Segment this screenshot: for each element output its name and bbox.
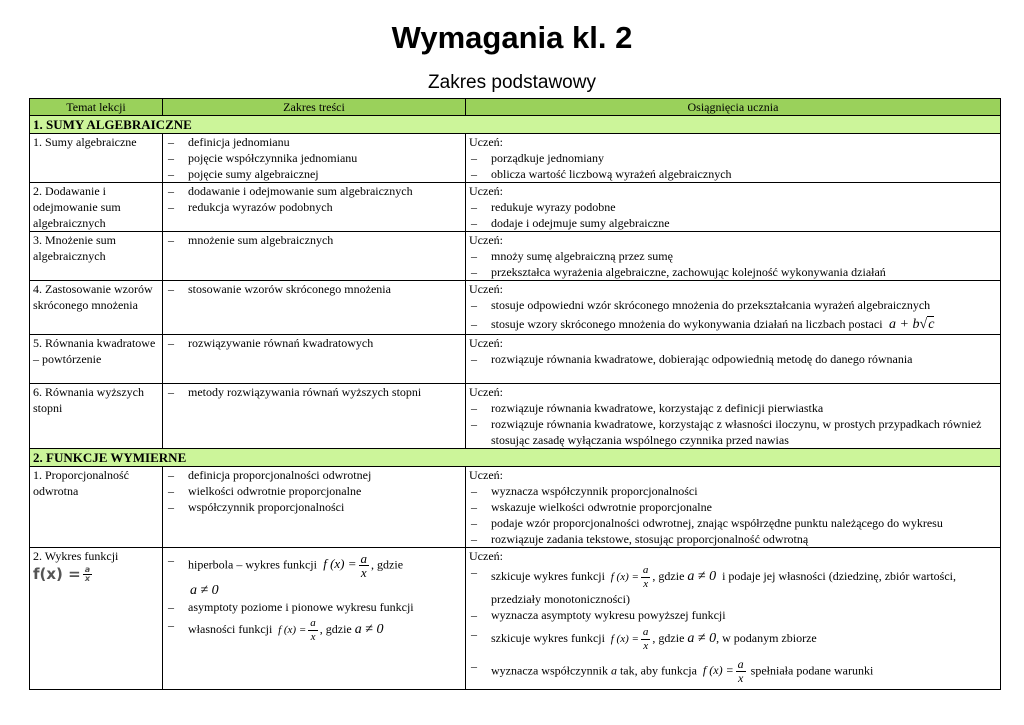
outcomes-cell — [466, 384, 1001, 449]
content-item: – pojęcie sumy algebraicznej — [166, 166, 462, 182]
content-cell — [163, 134, 466, 183]
outcome-item: – oblicza wartość liczbową wyrażeń algebraicznych — [469, 166, 997, 182]
outcomes-cell — [466, 467, 1001, 548]
content-item: – pojęcie współczynnika jednomianu — [166, 150, 462, 166]
formula-f-x: f (x) = $\frac{a}{x}$ — [702, 657, 744, 685]
section-header-row — [30, 449, 1001, 467]
table-row — [30, 467, 1001, 548]
section-title: 1. SUMY ALGEBRAICZNE — [30, 116, 1001, 134]
content-item: – dodawanie i odejmowanie sum algebraicznych — [166, 183, 462, 199]
uczen-label: Uczeń: — [469, 135, 503, 149]
content-cell — [163, 183, 466, 232]
outcome-item: – porządkuje jednomiany — [469, 150, 997, 166]
topic-cell: 3. Mnożenie sum algebraicznych — [30, 232, 163, 281]
table-row — [30, 134, 1001, 183]
outcome-item: – wyznacza asymptoty wykresu powyższej funkcji — [469, 607, 997, 623]
outcomes-cell — [466, 232, 1001, 281]
outcome-item — [469, 316, 997, 333]
outcome-item: – mnoży sumę algebraiczną przez sumę — [469, 248, 997, 264]
content-item: – mnożenie sum algebraicznych — [166, 232, 462, 248]
outcome-item: – dodaje i odejmuje sumy algebraiczne — [469, 215, 997, 231]
topic-cell: 5. Równania kwadratowe – powtórzenie — [30, 335, 163, 384]
table-row — [30, 232, 1001, 281]
content-item: – asymptoty poziome i pionowe wykresu funkcji — [166, 599, 462, 615]
outcomes-cell — [466, 335, 1001, 384]
content-item: – definicja proporcjonalności odwrotnej — [166, 467, 462, 483]
page-subtitle: Zakres podstawowy — [428, 72, 596, 93]
topic-cell: 6. Równania wyższych stopni — [30, 384, 163, 449]
outcome-item: – wyznacza współczynnik a tak, aby funkcja f (x) = $\frac{a}{x}$ spełniała podane warunki — [469, 658, 997, 685]
outcome-text: stosuje wzory skróconego mnożenia do wykonywania działań na liczbach postaci — [491, 317, 883, 331]
outcome-item: – przekształca wyrażenia algebraiczne, zachowując kolejność wykonywania działań — [469, 264, 997, 280]
content-item: – metody rozwiązywania równań wyższych stopni — [166, 384, 462, 400]
table-row — [30, 183, 1001, 232]
header-content: Zakres treści — [163, 99, 466, 116]
content-cell — [163, 232, 466, 281]
requirements-table — [29, 98, 1001, 690]
outcomes-cell — [466, 134, 1001, 183]
content-cell — [163, 281, 466, 335]
uczen-label: Uczeń: — [469, 282, 503, 296]
table-header-row — [30, 99, 1001, 116]
content-item: – definicja jednomianu — [166, 134, 462, 150]
formula-f-x: f (x) = $\frac{a}{x}$ — [610, 626, 649, 652]
table-row — [30, 281, 1001, 335]
content-item: – redukcja wyrazów podobnych — [166, 199, 462, 215]
topic-cell: 1. Proporcjonalność odwrotna — [30, 467, 163, 548]
content-item: – rozwiązywanie równań kwadratowych — [166, 335, 462, 351]
formula-f-x: f (x) = $\frac{a}{x}$ — [323, 551, 368, 580]
header-outcomes: Osiągnięcia ucznia — [466, 99, 1001, 116]
outcomes-cell — [466, 548, 1001, 690]
content-cell — [163, 467, 466, 548]
content-cell — [163, 548, 466, 690]
outcome-item: – rozwiązuje równania kwadratowe, dobierając odpowiednią metodę do danego równania — [469, 351, 997, 367]
uczen-label: Uczeń: — [469, 336, 503, 350]
formula-f-x: f (x) = $\frac{a}{x}$ — [610, 564, 649, 590]
formula-a-plus-b-sqrt-c: a + b√c — [889, 317, 935, 332]
outcome-item: – wskazuje wielkości odwrotnie proporcjonalne — [469, 499, 997, 515]
topic-cell — [30, 548, 163, 690]
table-row — [30, 548, 1001, 690]
outcome-item: – szkicuje wykres funkcji f (x) = $\frac{a}{x}$ , gdzie a ≠ 0 i podaje jej własności (dziedzinę, zbiór wartości, przedziały monotoniczności) — [469, 564, 997, 607]
topic-cell: 2. Dodawanie i odejmowanie sum algebraicznych — [30, 183, 163, 232]
outcome-item: – stosuje odpowiedni wzór skróconego mnożenia do przekształcania wyrażeń algebraicznych — [469, 297, 997, 313]
topic-cell: 4. Zastosowanie wzorów skróconego mnożenia — [30, 281, 163, 335]
table-row — [30, 384, 1001, 449]
content-item: – wielkości odwrotnie proporcjonalne — [166, 483, 462, 499]
outcome-item: – wyznacza współczynnik proporcjonalności — [469, 483, 997, 499]
uczen-label: Uczeń: — [469, 385, 503, 399]
outcome-item: – szkicuje wykres funkcji f (x) = $\frac{a}{x}$ , gdzie a ≠ 0, w podanym zbiorze — [469, 626, 997, 653]
content-item: – współczynnik proporcjonalności — [166, 499, 462, 515]
uczen-label: Uczeń: — [469, 233, 503, 247]
outcome-item: – podaje wzór proporcjonalności odwrotnej, znając współrzędne punktu należącego do wykresu — [469, 515, 997, 531]
uczen-label: Uczeń: — [469, 468, 503, 482]
formula-thumbnail-image: f(x) = $\frac{a}{x}$ — [33, 565, 91, 583]
content-item: – stosowanie wzorów skróconego mnożenia — [166, 281, 462, 297]
formula-f-x: f (x) = $\frac{a}{x}$ — [278, 617, 316, 643]
section-header-row — [30, 116, 1001, 134]
outcome-item: – redukuje wyrazy podobne — [469, 199, 997, 215]
content-cell — [163, 384, 466, 449]
uczen-label: Uczeń: — [469, 549, 503, 563]
formula-a-neq-0: a ≠ 0 — [190, 583, 219, 598]
outcome-item: – rozwiązuje równania kwadratowe, korzystając z definicji pierwiastka — [469, 400, 997, 416]
topic-label: 2. Wykres funkcji — [33, 549, 119, 563]
outcomes-cell — [466, 183, 1001, 232]
content-item: – hiperbola – wykres funkcji f (x) = $\frac{a}{x}$ , gdzie a ≠ 0 — [166, 552, 462, 599]
content-cell — [163, 335, 466, 384]
outcomes-cell — [466, 281, 1001, 335]
table-row — [30, 335, 1001, 384]
header-topic: Temat lekcji — [30, 99, 163, 116]
topic-cell: 1. Sumy algebraiczne — [30, 134, 163, 183]
outcome-item: – rozwiązuje zadania tekstowe, stosując proporcjonalność odwrotną — [469, 531, 997, 547]
page-title: Wymagania kl. 2 — [391, 20, 633, 55]
outcome-item: – rozwiązuje równania kwadratowe, korzystając z własności iloczynu, w prostych przypadkach również stosując zasadę wyłączania wspólnego czynnika przed nawias — [469, 416, 997, 448]
section-title: 2. FUNKCJE WYMIERNE — [30, 449, 1001, 467]
content-item: – własności funkcji f (x) = $\frac{a}{x}$ , gdzie a ≠ 0 — [166, 617, 462, 644]
uczen-label: Uczeń: — [469, 184, 503, 198]
